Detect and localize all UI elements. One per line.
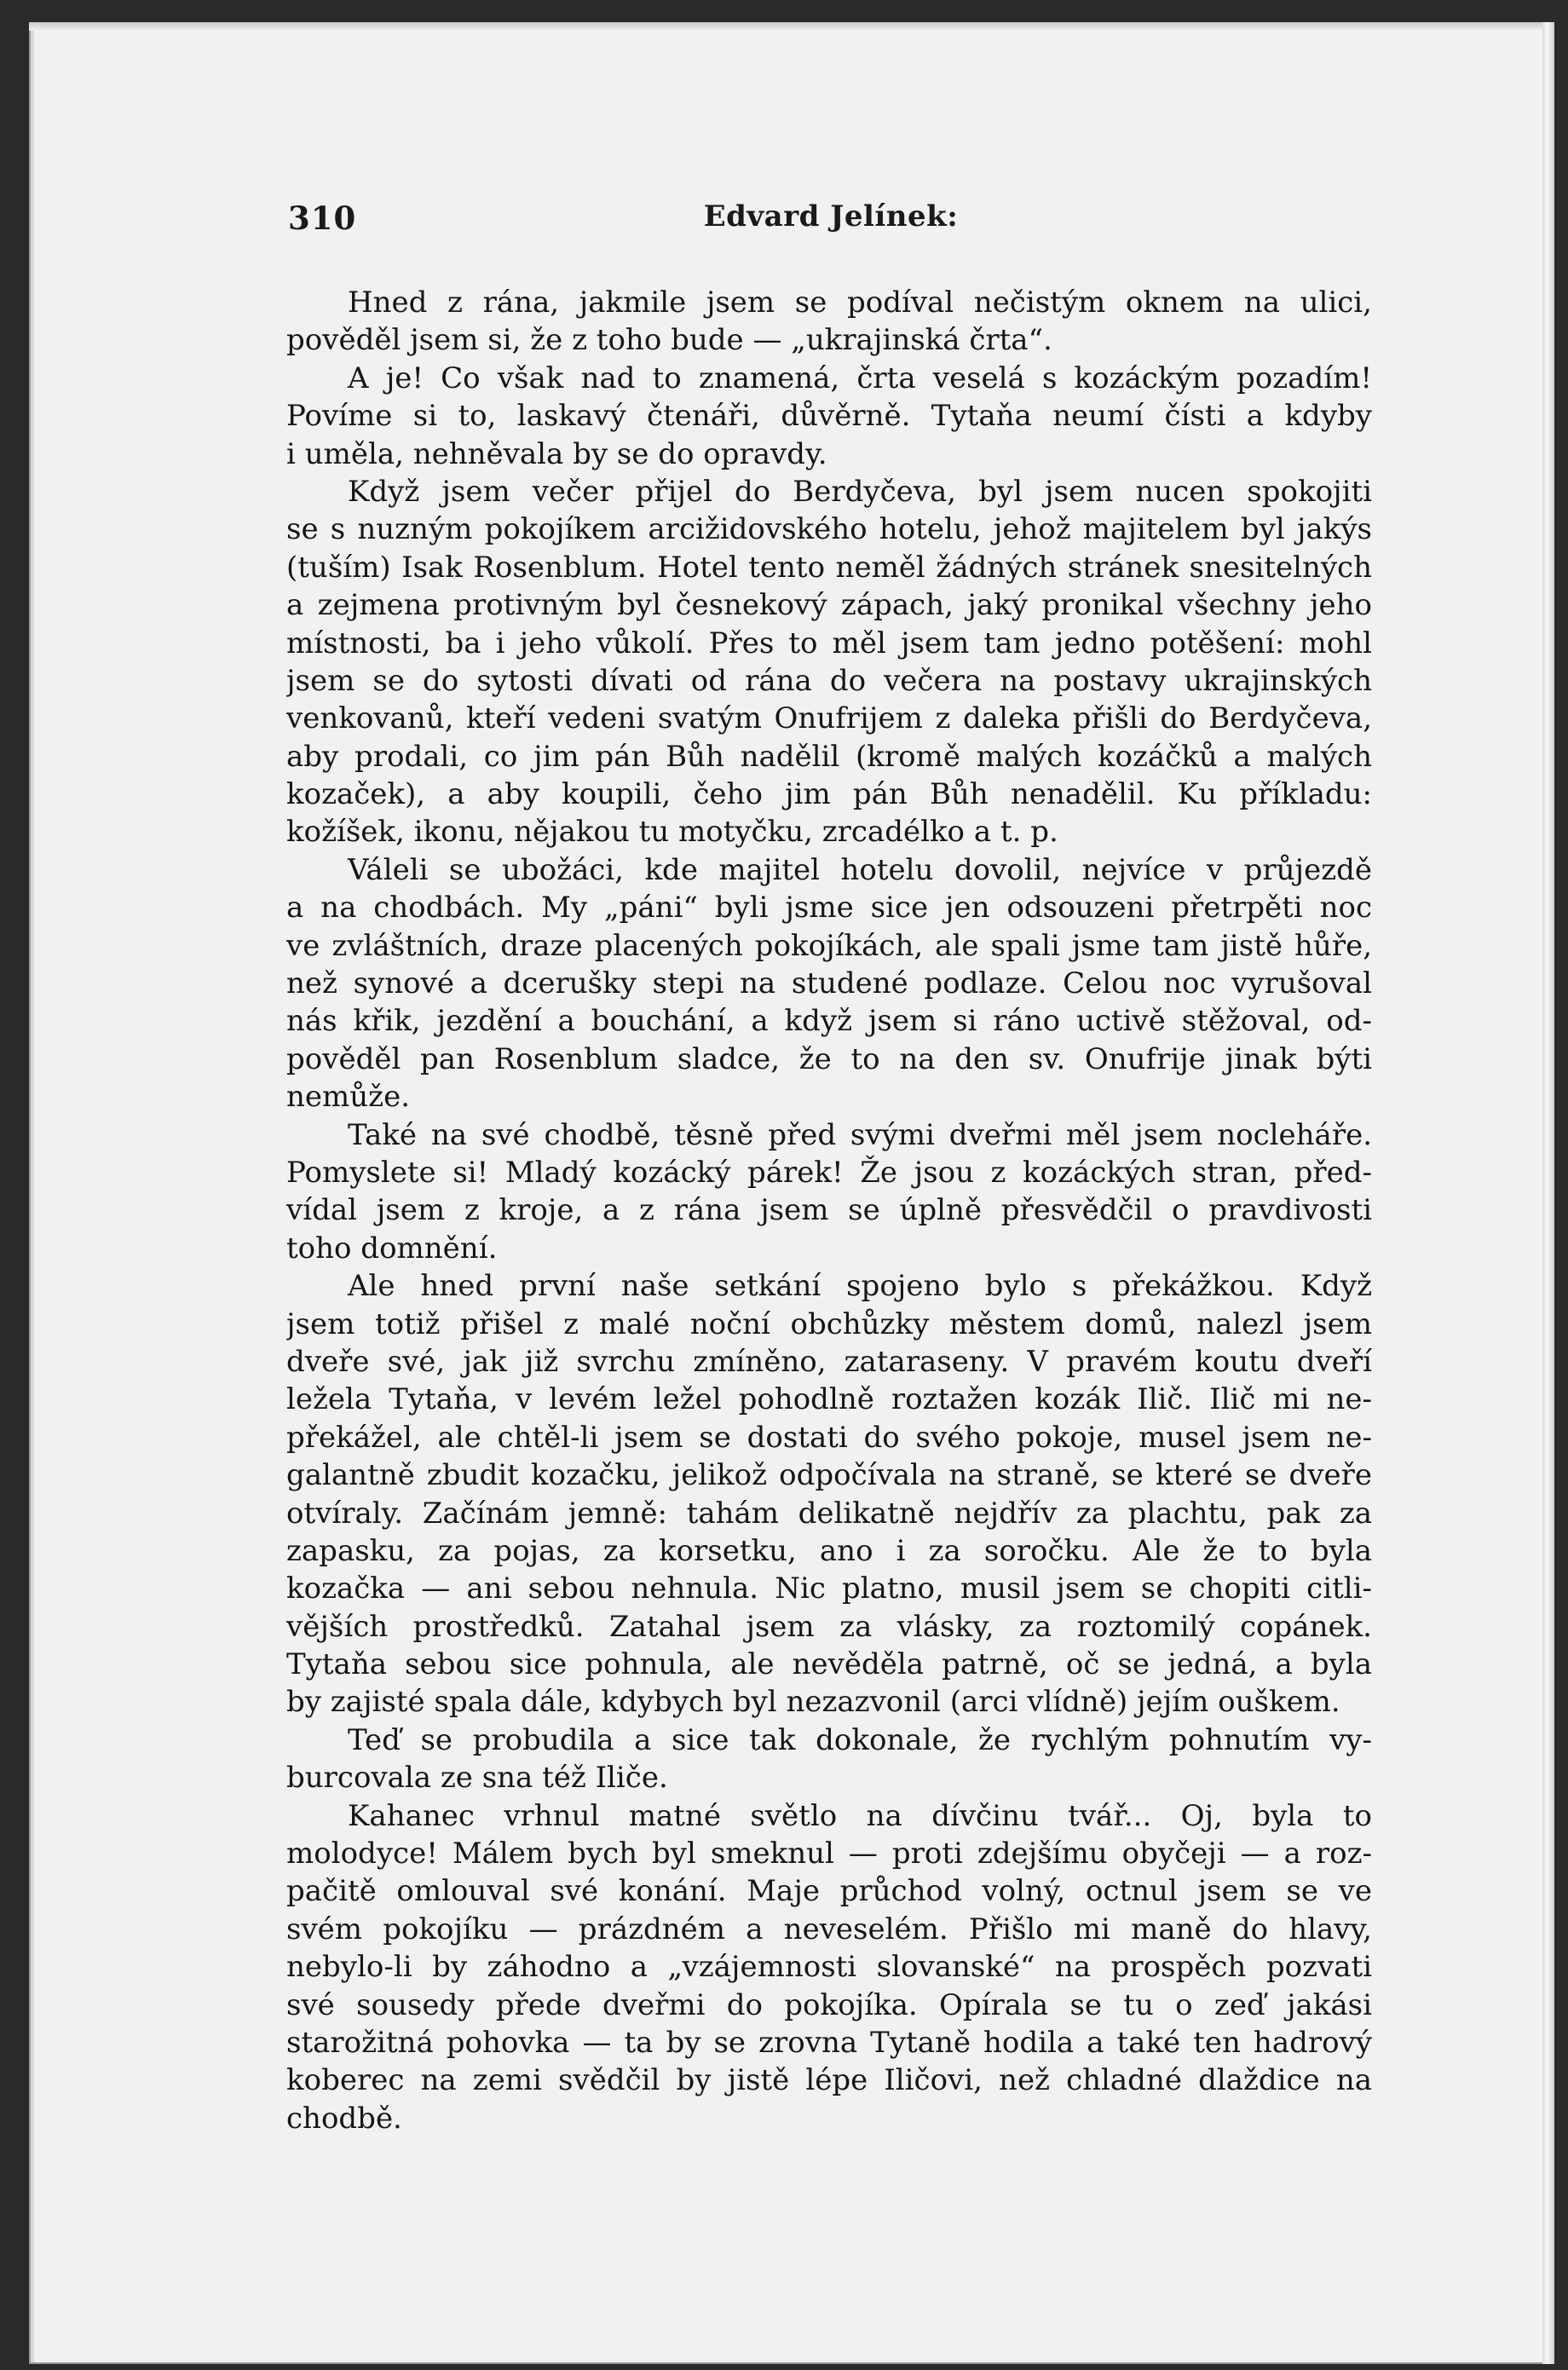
text-line: a na chodbách. My „páni“ byli jsme sice jen odsouzeni přetrpěti noc	[286, 891, 1372, 926]
text-line: kožíšek, ikonu, nějakou tu motyčku, zrcadélko a t. p.	[286, 815, 1058, 850]
text-line: venkovanů, kteří vedeni svatým Onufrijem z daleka přišli do Berdyčeva,	[286, 701, 1372, 736]
text-line: kozačka — ani sebou nehnula. Nic platno, musil jsem se chopiti citli-	[286, 1571, 1372, 1606]
text-line: pověděl jsem si, že z toho bude — „ukrajinská črta“.	[286, 323, 1052, 358]
text-line: místnosti, ba i jeho vůkolí. Přes to měl jsem tam jedno potěšení: mohl	[286, 626, 1372, 660]
text-line: Povíme si to, laskavý čtenáři, důvěrně. Tytaňa neumí čísti a kdyby	[286, 399, 1372, 434]
text-line: Kahanec vrhnul matné světlo na dívčinu tvář... Oj, byla to	[348, 1798, 1372, 1833]
page-edge-right	[1542, 22, 1554, 2364]
text-line: by zajisté spala dále, kdybych byl nezazvonil (arci vlídně) jejím ouškem.	[286, 1685, 1340, 1720]
text-line: Ale hned první naše setkání spojeno bylo s překážkou. Když	[348, 1269, 1372, 1304]
text-line: překážel, ale chtěl-li jsem se dostati do svého pokoje, musel jsem ne-	[286, 1420, 1372, 1455]
text-line: pačitě omlouval své konání. Maje průchod volný, octnul jsem se ve	[286, 1874, 1372, 1909]
text-line: Hned z rána, jakmile jsem se podíval nečistým oknem na ulici,	[348, 285, 1372, 320]
text-line: kozaček), a aby koupili, čeho jim pán Bůh nenadělil. Ku příkladu:	[286, 777, 1372, 812]
body-text	[286, 284, 1372, 2137]
text-line: jsem totiž přišel z malé noční obchůzky městem domů, nalezl jsem	[286, 1306, 1372, 1341]
text-line: dveře své, jak již svrchu zmíněno, zataraseny. V pravém koutu dveří	[286, 1344, 1372, 1379]
text-line: molodyce! Málem bych byl smeknul — proti zdejšímu obyčeji — a roz-	[286, 1837, 1372, 1871]
page-header	[288, 194, 1374, 245]
text-line: Teď se probudila a sice tak dokonale, že rychlým pohnutím vy-	[348, 1722, 1372, 1757]
text-line: nemůže.	[286, 1080, 410, 1115]
text-line: zapasku, za pojas, za korsetku, ano i za soročku. Ale že to byla	[286, 1533, 1372, 1568]
text-line: otvíraly. Začínám jemně: tahám delikatně nejdřív za plachtu, pak za	[286, 1496, 1372, 1531]
text-line: burcovala ze sna též Iliče.	[286, 1761, 668, 1796]
page-number: 310	[288, 199, 357, 237]
text-line: starožitná pohovka — ta by se zrovna Tytaně hodila a také ten hadrový	[286, 2025, 1372, 2060]
text-line: Pomyslete si! Mladý kozácký párek! Že jsou z kozáckých stran, před-	[286, 1155, 1372, 1190]
text-line: ležela Tytaňa, v levém ležel pohodlně roztažen kozák Ilič. Ilič mi ne-	[286, 1382, 1372, 1417]
page-edge-top	[29, 22, 1554, 31]
text-line: chodbě.	[286, 2101, 402, 2136]
running-head: Edvard Jelínek:	[703, 199, 959, 234]
text-line: Váleli se ubožáci, kde majitel hotelu dovolil, nejvíce v průjezdě	[348, 852, 1372, 887]
text-line: se s nuzným pokojíkem arcižidovského hotelu, jehož majitelem byl jakýs	[286, 512, 1372, 547]
text-line: své sousedy přede dveřmi do pokojíka. Opírala se tu o zeď jakási	[286, 1987, 1372, 2022]
text-line: svém pokojíku — prázdném a neveselém. Přišlo mi maně do hlavy,	[286, 1912, 1372, 1946]
text-line: nebylo-li by záhodno a „vzájemnosti slovanské“ na prospěch pozvati	[286, 1950, 1372, 1985]
text-line: aby prodali, co jim pán Bůh nadělil (kromě malých kozáčků a malých	[286, 739, 1372, 774]
text-line: koberec na zemi svědčil by jistě lépe Iličovi, než chladné dlaždice na	[286, 2063, 1372, 2098]
text-line: a zejmena protivným byl česnekový zápach, jaký pronikal všechny jeho	[286, 588, 1372, 623]
text-line: pověděl pan Rosenblum sladce, že to na den sv. Onufrije jinak býti	[286, 1041, 1372, 1076]
text-line: A je! Co však nad to znamená, črta veselá s kozáckým pozadím!	[348, 360, 1372, 395]
text-line: než synové a dcerušky stepi na studené podlaze. Celou noc vyrušoval	[286, 966, 1372, 1001]
text-line: vějších prostředků. Zatahal jsem za vlásky, za roztomilý copánek.	[286, 1609, 1372, 1644]
text-line: toho domnění.	[286, 1231, 498, 1266]
text-line: galantně zbudit kozačku, jelikož odpočívala na straně, se které se dveře	[286, 1458, 1372, 1493]
text-line: nás křik, jezdění a bouchání, a když jsem si ráno uctivě stěžoval, od-	[286, 1004, 1372, 1039]
text-line: Když jsem večer přijel do Berdyčeva, byl jsem nucen spokojiti	[348, 474, 1372, 509]
text-line: vídal jsem z kroje, a z rána jsem se úplně přesvědčil o pravdivosti	[286, 1193, 1372, 1228]
text-line: i uměla, nehněvala by se do opravdy.	[286, 436, 827, 471]
text-line: (tuším) Isak Rosenblum. Hotel tento neměl žádných stránek snesitelných	[286, 550, 1372, 585]
text-line: Také na své chodbě, těsně před svými dveřmi měl jsem nocleháře.	[348, 1117, 1372, 1152]
text-line: jsem se do sytosti dívati od rána do večera na postavy ukrajinských	[286, 663, 1372, 698]
text-line: ve zvláštních, draze placených pokojíkách, ale spali jsme tam jistě hůře,	[286, 928, 1372, 963]
text-line: Tytaňa sebou sice pohnula, ale nevěděla patrně, oč se jedná, a byla	[286, 1647, 1372, 1682]
